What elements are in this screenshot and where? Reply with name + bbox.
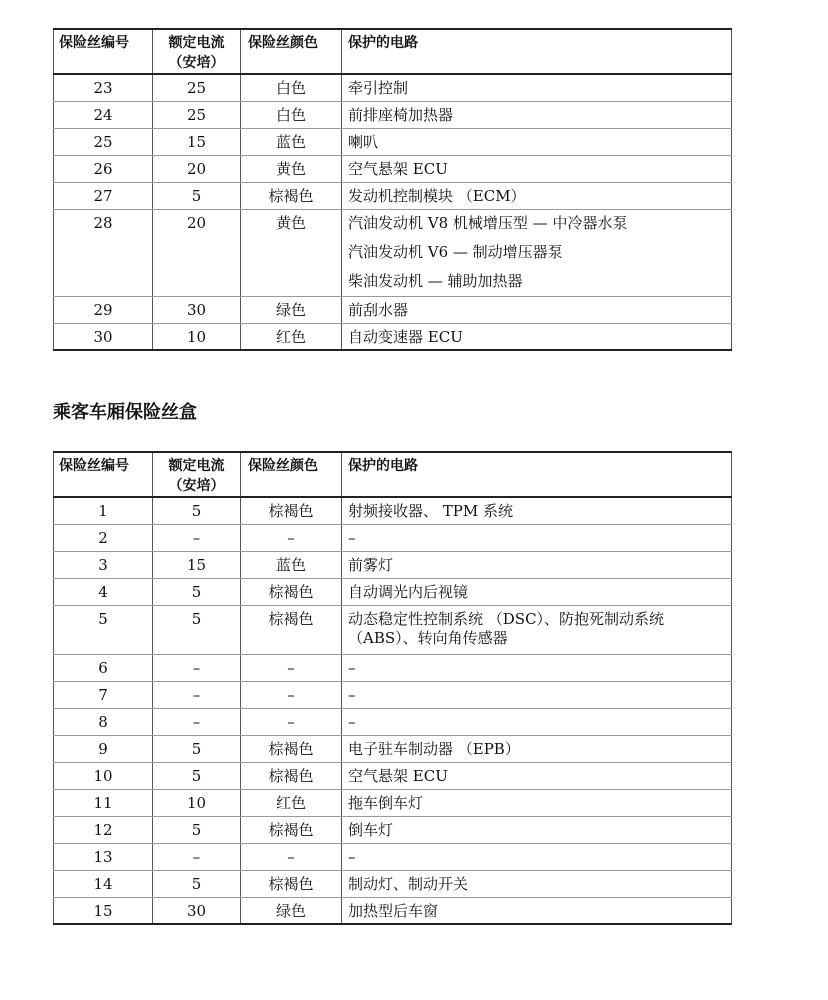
header-circuit: 保护的电路 xyxy=(342,452,732,497)
fuse-circuit xyxy=(342,681,732,708)
fuse-color: 黄色 xyxy=(241,209,342,296)
circuit-line: 汽油发动机 V6 — 制动增压器泵 xyxy=(348,242,563,261)
fuse-color: – xyxy=(241,654,342,681)
table-row xyxy=(54,605,732,654)
fuse-color: 棕褐色 xyxy=(241,816,342,843)
fuse-color: – xyxy=(241,843,342,870)
fuse-color: 棕褐色 xyxy=(241,762,342,789)
fuse-number: 3 xyxy=(54,551,153,578)
fuse-circuit xyxy=(342,578,732,605)
fuse-circuit xyxy=(342,870,732,897)
circuit-line: 空气悬架 ECU xyxy=(348,159,448,178)
fuse-number: 5 xyxy=(54,605,153,654)
fuse-color: 红色 xyxy=(241,323,342,350)
fuse-number: 11 xyxy=(54,789,153,816)
fuse-color: 绿色 xyxy=(241,897,342,924)
fuse-number: 12 xyxy=(54,816,153,843)
circuit-line: 喇叭 xyxy=(348,132,379,151)
fuse-color: 棕褐色 xyxy=(241,870,342,897)
table-row xyxy=(54,897,732,924)
fuse-number: 1 xyxy=(54,497,153,524)
circuit-line: 发动机控制模块 （ECM） xyxy=(348,186,526,205)
fuse-color: – xyxy=(241,524,342,551)
circuit-line: 制动灯、制动开关 xyxy=(348,874,469,893)
fuse-rating: 5 xyxy=(153,816,241,843)
circuit-line: – xyxy=(348,712,356,731)
fuse-number: 4 xyxy=(54,578,153,605)
header-circuit: 保护的电路 xyxy=(342,29,732,74)
fuse-circuit xyxy=(342,524,732,551)
fuse-circuit xyxy=(342,762,732,789)
table-row xyxy=(54,578,732,605)
fuse-number: 25 xyxy=(54,128,153,155)
fuse-rating: 5 xyxy=(153,605,241,654)
fuse-circuit xyxy=(342,296,732,323)
fuse-rating: 5 xyxy=(153,497,241,524)
circuit-line: 电子驻车制动器 （EPB） xyxy=(348,739,520,758)
fuse-circuit xyxy=(342,843,732,870)
table-row xyxy=(54,323,732,350)
fuse-number: 7 xyxy=(54,681,153,708)
fuse-number: 13 xyxy=(54,843,153,870)
table-row xyxy=(54,74,732,101)
fuse-rating: 20 xyxy=(153,155,241,182)
fuse-circuit xyxy=(342,497,732,524)
table-row xyxy=(54,816,732,843)
fuse-rating: 20 xyxy=(153,209,241,296)
fuse-rating: 5 xyxy=(153,182,241,209)
fuse-color: 棕褐色 xyxy=(241,182,342,209)
table-row xyxy=(54,101,732,128)
header-fuse-color: 保险丝颜色 xyxy=(241,452,342,497)
fuse-circuit xyxy=(342,74,732,101)
fuse-rating: – xyxy=(153,654,241,681)
fuse-circuit xyxy=(342,708,732,735)
fuse-number: 30 xyxy=(54,323,153,350)
header-fuse-color: 保险丝颜色 xyxy=(241,29,342,74)
fuse-number: 26 xyxy=(54,155,153,182)
table-header-row xyxy=(54,452,732,497)
fuse-number: 10 xyxy=(54,762,153,789)
table-row xyxy=(54,708,732,735)
circuit-line: 自动变速器 ECU xyxy=(348,327,463,346)
fuse-number: 23 xyxy=(54,74,153,101)
fuse-circuit xyxy=(342,816,732,843)
header-rating-line1: 额定电流 xyxy=(168,35,225,51)
circuit-line: 加热型后车窗 xyxy=(348,901,439,920)
table-row xyxy=(54,551,732,578)
circuit-line: 柴油发动机 — 辅助加热器 xyxy=(348,271,523,290)
header-rating xyxy=(153,452,241,497)
circuit-line: – xyxy=(348,658,356,677)
table-row xyxy=(54,735,732,762)
fuse-rating: – xyxy=(153,843,241,870)
fuse-rating: – xyxy=(153,708,241,735)
header-fuse-no: 保险丝编号 xyxy=(54,452,153,497)
table-row xyxy=(54,762,732,789)
header-rating-line1: 额定电流 xyxy=(168,458,225,474)
fuse-circuit xyxy=(342,101,732,128)
fuse-circuit xyxy=(342,605,732,654)
table-row xyxy=(54,182,732,209)
fuse-color: 白色 xyxy=(241,74,342,101)
fuse-circuit xyxy=(342,789,732,816)
fuse-color: 黄色 xyxy=(241,155,342,182)
fuse-rating: 15 xyxy=(153,551,241,578)
fuse-number: 24 xyxy=(54,101,153,128)
fuse-number: 2 xyxy=(54,524,153,551)
table-row xyxy=(54,843,732,870)
fuse-number: 15 xyxy=(54,897,153,924)
circuit-line: 自动调光内后视镜 xyxy=(348,582,469,601)
fuse-color: 蓝色 xyxy=(241,551,342,578)
engine-bay-fuse-table xyxy=(53,28,732,351)
circuit-line: 空气悬架 ECU xyxy=(348,766,448,785)
fuse-color: 白色 xyxy=(241,101,342,128)
fuse-circuit xyxy=(342,735,732,762)
fuse-rating: 10 xyxy=(153,323,241,350)
fuse-color: 棕褐色 xyxy=(241,605,342,654)
header-rating-line2: （安培） xyxy=(168,478,225,494)
fuse-number: 6 xyxy=(54,654,153,681)
fuse-rating: 10 xyxy=(153,789,241,816)
fuse-number: 27 xyxy=(54,182,153,209)
table-row xyxy=(54,681,732,708)
fuse-color: 蓝色 xyxy=(241,128,342,155)
table-row xyxy=(54,497,732,524)
circuit-line: 拖车倒车灯 xyxy=(348,793,424,812)
fuse-circuit xyxy=(342,155,732,182)
fuse-rating: 5 xyxy=(153,578,241,605)
table-body xyxy=(54,497,732,924)
fuse-number: 14 xyxy=(54,870,153,897)
table-row xyxy=(54,155,732,182)
header-rating-line2: （安培） xyxy=(168,55,225,71)
fuse-circuit xyxy=(342,551,732,578)
fuse-color: 绿色 xyxy=(241,296,342,323)
fuse-color: – xyxy=(241,708,342,735)
fuse-color: 棕褐色 xyxy=(241,735,342,762)
fuse-color: 棕褐色 xyxy=(241,578,342,605)
circuit-line: 动态稳定性控制系统 （DSC）、防抱死制动系统 xyxy=(348,609,665,628)
header-rating xyxy=(153,29,241,74)
fuse-circuit xyxy=(342,128,732,155)
fuse-rating: 5 xyxy=(153,870,241,897)
circuit-line: 倒车灯 xyxy=(348,820,394,839)
fuse-circuit xyxy=(342,654,732,681)
circuit-line: 汽油发动机 V8 机械增压型 — 中冷器水泵 xyxy=(348,213,628,232)
fuse-rating: 30 xyxy=(153,296,241,323)
fuse-number: 28 xyxy=(54,209,153,296)
circuit-line: 前刮水器 xyxy=(348,300,409,319)
circuit-line: 前排座椅加热器 xyxy=(348,105,454,124)
fuse-rating: 30 xyxy=(153,897,241,924)
fuse-color: 红色 xyxy=(241,789,342,816)
circuit-line: – xyxy=(348,685,356,704)
section-title: 乘客车厢保险丝盒 xyxy=(53,402,197,423)
table-row xyxy=(54,654,732,681)
table-row xyxy=(54,209,732,296)
fuse-circuit xyxy=(342,209,732,296)
table-row xyxy=(54,128,732,155)
circuit-line: – xyxy=(348,528,356,547)
circuit-line: 牵引控制 xyxy=(348,79,409,97)
table-row xyxy=(54,789,732,816)
fuse-number: 8 xyxy=(54,708,153,735)
circuit-line: 前雾灯 xyxy=(348,555,394,574)
fuse-rating: 15 xyxy=(153,128,241,155)
circuit-line: （ABS）、转向角传感器 xyxy=(348,628,508,647)
fuse-rating: 5 xyxy=(153,762,241,789)
fuse-rating: 25 xyxy=(153,74,241,101)
fuse-rating: 5 xyxy=(153,735,241,762)
table-body xyxy=(54,74,732,350)
fuse-color: 棕褐色 xyxy=(241,497,342,524)
fuse-number: 9 xyxy=(54,735,153,762)
passenger-fuse-table xyxy=(53,451,732,925)
circuit-line: 射频接收器、 TPM 系统 xyxy=(348,502,513,520)
fuse-rating: – xyxy=(153,681,241,708)
fuse-circuit xyxy=(342,182,732,209)
fuse-rating: – xyxy=(153,524,241,551)
table-row xyxy=(54,870,732,897)
fuse-rating: 25 xyxy=(153,101,241,128)
table-header-row xyxy=(54,29,732,74)
fuse-color: – xyxy=(241,681,342,708)
header-fuse-no: 保险丝编号 xyxy=(54,29,153,74)
fuse-number: 29 xyxy=(54,296,153,323)
table-row xyxy=(54,524,732,551)
fuse-circuit xyxy=(342,897,732,924)
table-row xyxy=(54,296,732,323)
fuse-circuit xyxy=(342,323,732,350)
circuit-line: – xyxy=(348,847,356,866)
